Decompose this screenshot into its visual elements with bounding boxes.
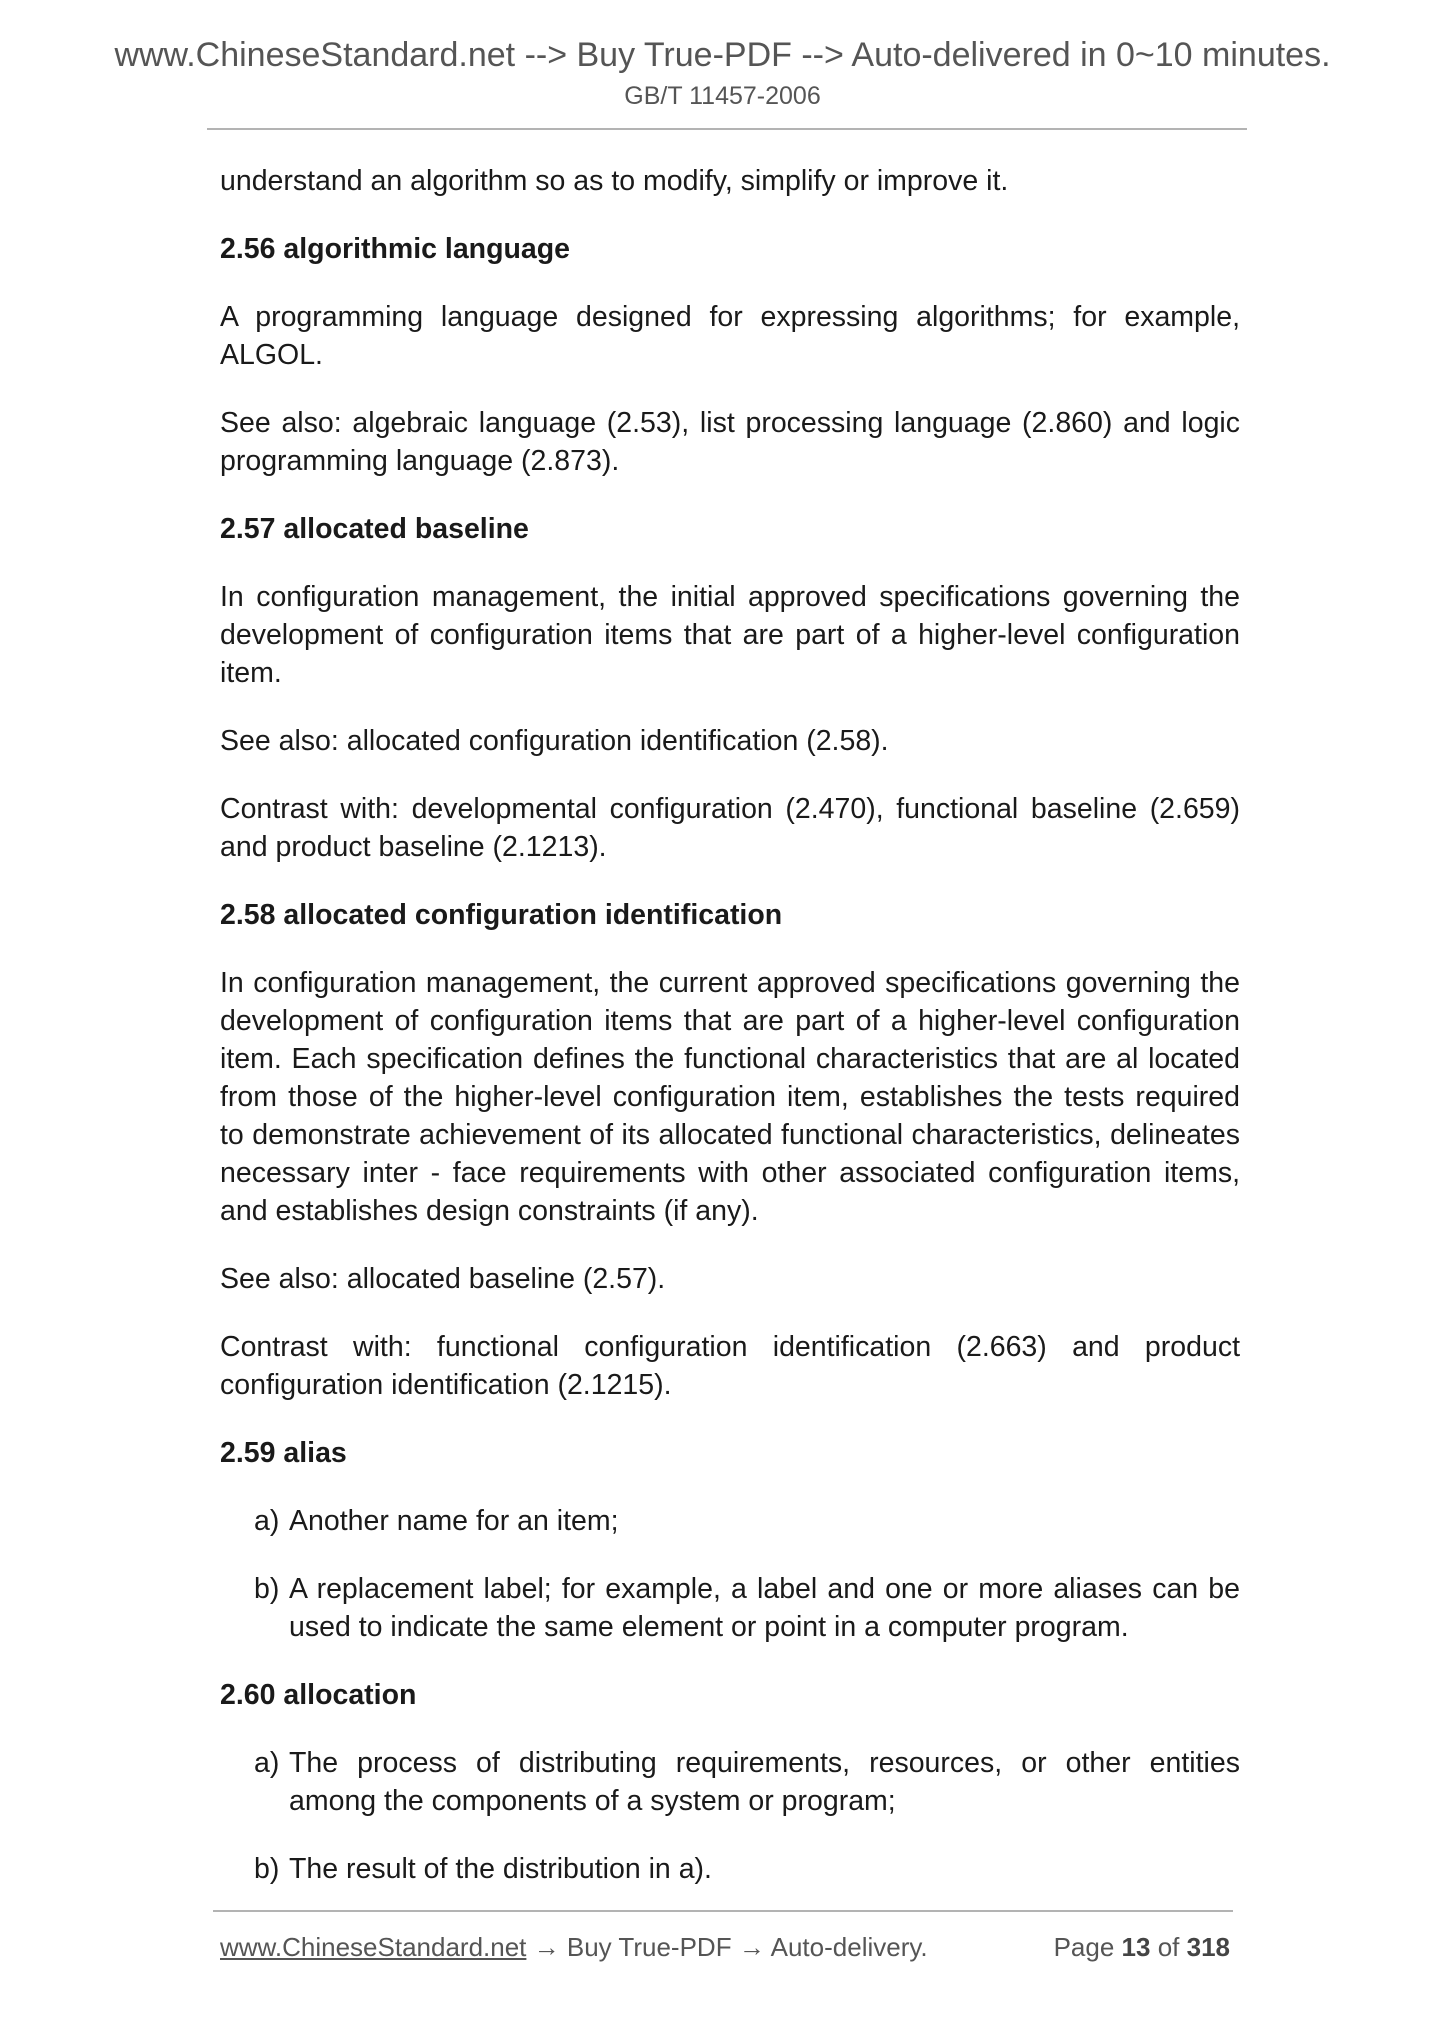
footer-delivery-text: Auto-delivery. bbox=[770, 1932, 928, 1962]
header-divider bbox=[207, 128, 1247, 130]
entry-2-56-definition: A programming language designed for expressing algorithms; for example, ALGOL. bbox=[220, 301, 1240, 371]
page-number: 13 bbox=[1121, 1932, 1151, 1962]
entry-2-59-title: 2.59 alias bbox=[220, 1437, 347, 1469]
list-marker: b) bbox=[254, 1573, 280, 1605]
entry-2-60-item-b bbox=[220, 1850, 1240, 1888]
footer-site-link[interactable]: www.ChineseStandard.net bbox=[220, 1932, 527, 1962]
entry-2-57-see-also: See also: allocated configuration identification (2.58). bbox=[220, 725, 889, 757]
entry-2-57-title: 2.57 allocated baseline bbox=[220, 513, 529, 545]
arrow-right-icon: → bbox=[533, 1932, 560, 1962]
entry-2-58-see-also: See also: allocated baseline (2.57). bbox=[220, 1263, 666, 1295]
page-content bbox=[220, 162, 1240, 1918]
list-item-text: The process of distributing requirements, resources, or other entities among the components of a system or program; bbox=[289, 1747, 1240, 1817]
list-item-text: Another name for an item; bbox=[289, 1505, 619, 1537]
entry-2-58-definition: In configuration management, the current approved specifications governing the development of configuration items that are part of a higher-level configuration item. Each specification defines the functional characteristics that are al located from those of the higher-level configuration item, establishes the tests required to demonstrate achievement of its allocated functional characteristics, delineates necessary inter - face requirements with other associated configuration items, and establishes design constraints (if any). bbox=[220, 967, 1240, 1227]
arrow-right-icon: → bbox=[738, 1932, 765, 1962]
list-item-text: A replacement label; for example, a label and one or more aliases can be used to indicate the same element or point in a computer program. bbox=[289, 1573, 1240, 1643]
list-item-text: The result of the distribution in a). bbox=[289, 1853, 712, 1885]
intro-paragraph: understand an algorithm so as to modify, simplify or improve it. bbox=[220, 165, 1009, 197]
entry-2-57-contrast: Contrast with: developmental configuration (2.470), functional baseline (2.659) and product baseline (2.1213). bbox=[220, 793, 1240, 863]
list-marker: a) bbox=[254, 1505, 280, 1537]
entry-2-59-item-b bbox=[220, 1570, 1240, 1646]
entry-2-58-contrast: Contrast with: functional configuration identification (2.663) and product configuration identification (2.1215). bbox=[220, 1331, 1240, 1401]
entry-2-56-title: 2.56 algorithmic language bbox=[220, 233, 571, 265]
entry-2-57-definition: In configuration management, the initial approved specifications governing the development of configuration items that are part of a higher-level configuration item. bbox=[220, 581, 1240, 689]
page-total: 318 bbox=[1186, 1932, 1230, 1962]
footer bbox=[220, 1932, 1230, 1963]
header-banner: www.ChineseStandard.net --> Buy True-PDF --> Auto-delivered in 0~10 minutes. bbox=[114, 36, 1331, 74]
entry-2-59-item-a bbox=[220, 1502, 1240, 1540]
list-marker: b) bbox=[254, 1853, 280, 1885]
list-marker: a) bbox=[254, 1747, 280, 1779]
page-label: Page bbox=[1053, 1932, 1115, 1962]
entry-2-58-title: 2.58 allocated configuration identification bbox=[220, 899, 783, 931]
entry-2-56-see-also: See also: algebraic language (2.53), list processing language (2.860) and logic programming language (2.873). bbox=[220, 407, 1240, 477]
of-label: of bbox=[1157, 1932, 1180, 1962]
page-indicator bbox=[1054, 1932, 1230, 1963]
entry-2-60-title: 2.60 allocation bbox=[220, 1679, 417, 1711]
document-code: GB/T 11457-2006 bbox=[624, 82, 821, 110]
footer-divider bbox=[213, 1910, 1233, 1912]
entry-2-60-item-a bbox=[220, 1744, 1240, 1820]
footer-buy-text: Buy True-PDF bbox=[566, 1932, 732, 1962]
